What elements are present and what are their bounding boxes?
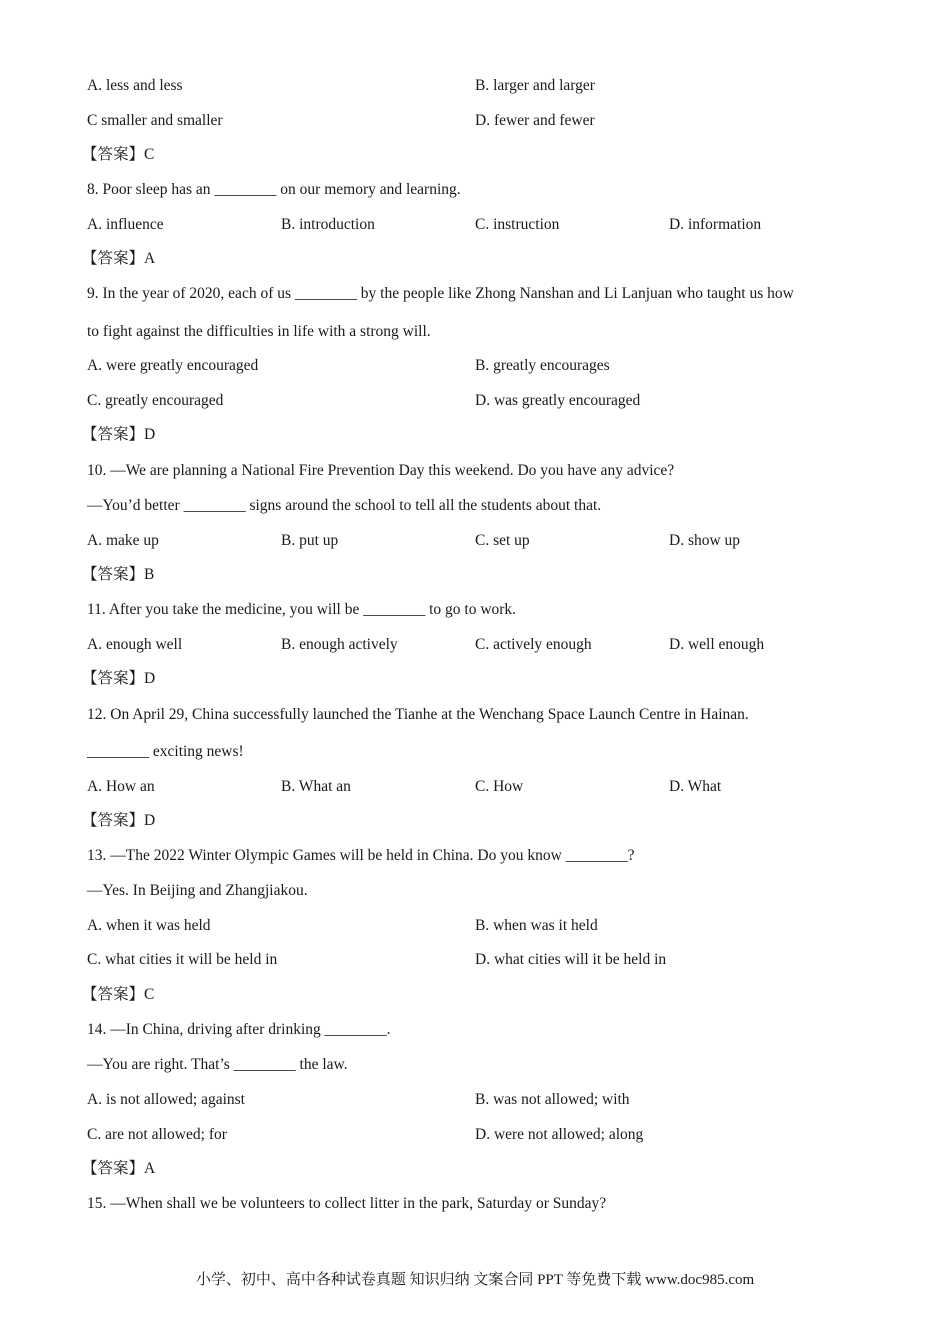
q8-stem: 8. Poor sleep has an ________ on our memory and learning. [87,181,461,198]
q8-option-b: B. introduction [281,216,375,233]
q8-option-c: C. instruction [475,216,560,233]
q7-answer: 【答案】C [82,146,155,163]
q14-answer: 【答案】A [82,1160,156,1177]
q9-answer: 【答案】D [82,426,156,443]
q9-option-c: C. greatly encouraged [87,392,224,409]
q12-option-c: C. How [475,778,524,795]
q10-stem-line1: 10. —We are planning a National Fire Prevention Day this weekend. Do you have any advice? [87,462,675,479]
q13-stem-line2: —Yes. In Beijing and Zhangjiakou. [87,882,308,899]
q11-option-a: A. enough well [87,636,183,653]
q11-answer: 【答案】D [82,670,156,687]
q10-option-b: B. put up [281,532,339,549]
q12-option-a: A. How an [87,778,155,795]
q14-option-b: B. was not allowed; with [475,1091,630,1108]
q15-stem: 15. —When shall we be volunteers to collect litter in the park, Saturday or Sunday? [87,1195,607,1212]
q12-option-b: B. What an [281,778,351,795]
q13-stem-line1: 13. —The 2022 Winter Olympic Games will be held in China. Do you know ________? [87,847,635,864]
q10-option-d: D. show up [669,532,741,549]
q8-answer: 【答案】A [82,250,156,267]
q12-stem-line2: ________ exciting news! [87,743,244,760]
page-footer: 小学、初中、高中各种试卷真题 知识归纳 文案合同 PPT 等免费下载 www.doc985.com [195,1272,755,1288]
q10-stem-line2: —You’d better ________ signs around the school to tell all the students about that. [87,497,602,514]
q12-option-d: D. What [669,778,722,795]
q11-option-b: B. enough actively [281,636,398,653]
q14-option-d: D. were not allowed; along [475,1126,644,1143]
q9-option-b: B. greatly encourages [475,357,610,374]
q11-option-d: D. well enough [669,636,765,653]
q8-option-d: D. information [669,216,762,233]
q14-stem-line1: 14. —In China, driving after drinking ________. [87,1021,391,1038]
q13-option-a: A. when it was held [87,917,211,934]
q7-option-c: C smaller and smaller [87,112,223,129]
q11-stem: 11. After you take the medicine, you will be ________ to go to work. [87,601,517,618]
q10-answer: 【答案】B [82,566,155,583]
q9-stem-line1: 9. In the year of 2020, each of us ________ by the people like Zhong Nanshan and Li Lanjuan who taught us how [87,285,794,302]
q14-option-a: A. is not allowed; against [87,1091,245,1108]
q9-stem-line2: to fight against the difficulties in life with a strong will. [87,323,431,340]
q8-option-a: A. influence [87,216,164,233]
q9-option-d: D. was greatly encouraged [475,392,641,409]
q13-option-c: C. what cities it will be held in [87,951,278,968]
q13-option-d: D. what cities will it be held in [475,951,667,968]
q11-option-c: C. actively enough [475,636,592,653]
q12-answer: 【答案】D [82,812,156,829]
q10-option-a: A. make up [87,532,159,549]
q7-option-b: B. larger and larger [475,77,595,94]
q9-option-a: A. were greatly encouraged [87,357,259,374]
q14-option-c: C. are not allowed; for [87,1126,227,1143]
q7-option-a: A. less and less [87,77,183,94]
q13-option-b: B. when was it held [475,917,598,934]
q14-stem-line2: —You are right. That’s ________ the law. [87,1056,348,1073]
q12-stem-line1: 12. On April 29, China successfully launched the Tianhe at the Wenchang Space Launch Centre in Hainan. [87,706,749,723]
q13-answer: 【答案】C [82,986,155,1003]
q7-option-d: D. fewer and fewer [475,112,595,129]
q10-option-c: C. set up [475,532,530,549]
